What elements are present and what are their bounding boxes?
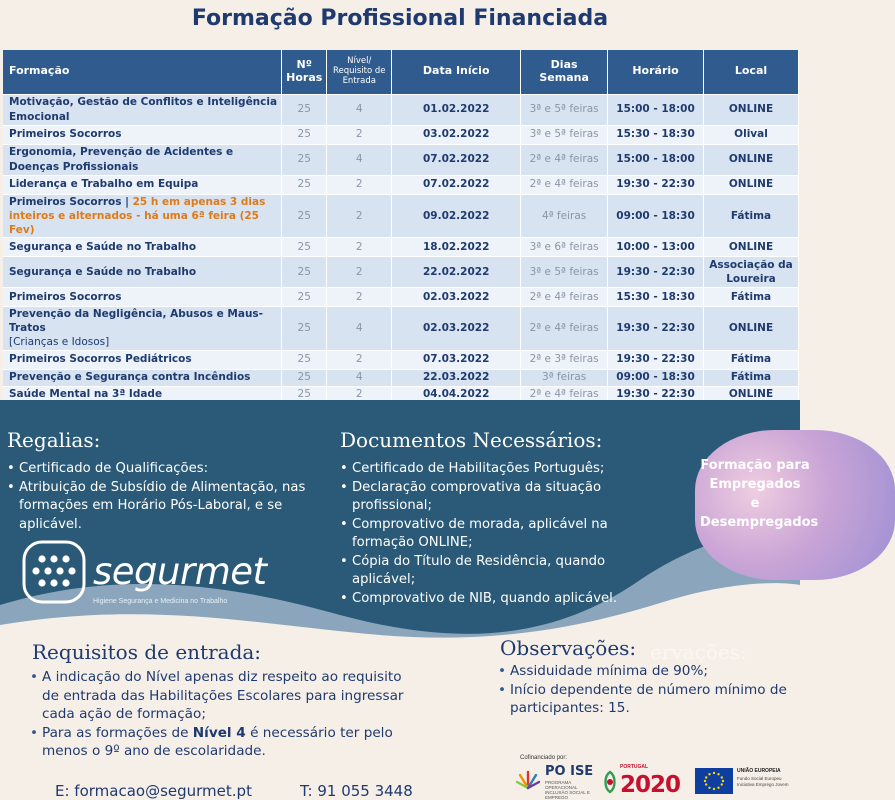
cell-formacao: Saúde Mental na 3ª Idade xyxy=(3,386,282,403)
header-data-inicio: Data Início xyxy=(392,50,521,94)
list-item: • A indicação do Nível apenas diz respeito ao requisito de entrada das Habilitações Escolares para ingressar cada ação de formação; xyxy=(30,668,420,724)
cell-nivel: 2 xyxy=(327,257,392,288)
cell-nivel: 2 xyxy=(327,238,392,257)
table-row xyxy=(3,369,799,386)
cell-dias: 3ª e 5ª feiras xyxy=(521,257,608,288)
list-item: • Atribuição de Subsídio de Alimentação, nas formações em Horário Pós-Laboral, e se aplicável. xyxy=(7,479,307,535)
eu-subtitle: Fundo Social Europeu Iniciativa Emprego Jovem xyxy=(737,776,789,787)
cell-horario: 15:00 - 18:00 xyxy=(608,144,704,175)
segurmet-tagline: Higiene Segurança e Medicina no Trabalho xyxy=(93,598,228,605)
cell-local: Fátima xyxy=(704,369,799,386)
table-row xyxy=(3,125,799,144)
cell-dias: 3ª e 6ª feiras xyxy=(521,238,608,257)
table-row xyxy=(3,194,799,238)
list-item: • Certificado de Habilitações Português; xyxy=(340,460,630,479)
cell-local: Associação da Loureira xyxy=(704,257,799,288)
requisitos-heading: Requisitos de entrada: xyxy=(32,640,262,664)
header-local: Local xyxy=(704,50,799,94)
portugal-label: PORTUGAL xyxy=(620,764,649,770)
cell-local: Fátima xyxy=(704,288,799,307)
table-row xyxy=(3,307,799,351)
header-formacao: Formação xyxy=(3,50,282,94)
cell-local: Olival xyxy=(704,125,799,144)
poise-title: PO ISE xyxy=(545,764,594,779)
cell-horario: 19:30 - 22:30 xyxy=(608,307,704,351)
cell-horas: 25 xyxy=(282,144,327,175)
table-row xyxy=(3,350,799,369)
cell-nivel: 2 xyxy=(327,386,392,403)
cell-local: ONLINE xyxy=(704,144,799,175)
target-audience-text: Formação para Empregados e Desempregados xyxy=(700,458,819,530)
cell-local: ONLINE xyxy=(704,307,799,351)
info-panel xyxy=(0,400,819,800)
cofinanciado-label: Cofinanciado por: xyxy=(520,755,568,761)
segurmet-logo-icon xyxy=(22,540,86,604)
cell-local: ONLINE xyxy=(704,238,799,257)
cell-note: 25 h em apenas 3 dias inteiros e alternados - há uma 6ª feira (25 Fev) xyxy=(9,195,266,236)
cell-horas: 25 xyxy=(282,125,327,144)
cell-horario: 19:30 - 22:30 xyxy=(608,175,704,194)
cell-horas: 25 xyxy=(282,307,327,351)
list-item: • Certificado de Qualificações: xyxy=(7,460,307,479)
list-item: • Assiduidade mínima de 90%; xyxy=(498,662,798,681)
cell-horario: 15:30 - 18:30 xyxy=(608,125,704,144)
cell-data: 09.02.2022 xyxy=(392,194,521,238)
observacoes-heading: Observações: xyxy=(500,636,637,660)
cell-horas: 25 xyxy=(282,350,327,369)
list-item: • Início dependente de número mínimo de participantes: 15. xyxy=(498,681,798,718)
contact-email[interactable]: E: formacao@segurmet.pt xyxy=(55,782,252,800)
cell-dias: 2ª e 4ª feiras xyxy=(521,175,608,194)
cell-data: 01.02.2022 xyxy=(392,94,521,125)
cell-data: 02.03.2022 xyxy=(392,307,521,351)
cell-formacao: Motivação, Gestão de Conflitos e Inteligência Emocional xyxy=(3,94,282,125)
poise-logo-icon xyxy=(515,766,541,790)
cell-data: 07.02.2022 xyxy=(392,175,521,194)
cell-nivel: 4 xyxy=(327,144,392,175)
header-nivel: Nível/ Requisito de Entrada xyxy=(327,50,392,94)
cell-formacao: Liderança e Trabalho em Equipa xyxy=(3,175,282,194)
table-row xyxy=(3,238,799,257)
cell-horario: 09:00 - 18:30 xyxy=(608,194,704,238)
header-horas: Nº Horas xyxy=(282,50,327,94)
portugal-year: 2020 xyxy=(620,772,681,798)
cell-horario: 19:30 - 22:30 xyxy=(608,386,704,403)
cell-data: 02.03.2022 xyxy=(392,288,521,307)
funding-logos xyxy=(515,764,800,800)
cell-subtitle: [Crianças e Idosos] xyxy=(9,336,110,349)
header-horario: Horário xyxy=(608,50,704,94)
table-header-row xyxy=(3,50,799,94)
requisitos-list xyxy=(30,668,420,761)
cell-horario: 15:30 - 18:30 xyxy=(608,288,704,307)
list-item: • Para as formações de Nível 4 é necessário ter pelo menos o 9º ano de escolaridade. xyxy=(30,724,420,761)
cell-dias: 2ª e 4ª feiras xyxy=(521,386,608,403)
observacoes-list xyxy=(498,662,798,718)
cell-dias: 3ª e 5ª feiras xyxy=(521,125,608,144)
cell-nivel: 4 xyxy=(327,94,392,125)
cell-formacao: Prevenção da Negligência, Abusos e Maus-Tratos [Crianças e Idosos] xyxy=(3,307,282,351)
cell-formacao: Primeiros Socorros xyxy=(3,125,282,144)
cell-horas: 25 xyxy=(282,369,327,386)
cell-nivel: 2 xyxy=(327,175,392,194)
cell-dias: 2ª e 4ª feiras xyxy=(521,288,608,307)
cell-horas: 25 xyxy=(282,288,327,307)
contact-phone[interactable]: T: 91 055 3448 xyxy=(300,782,413,800)
cell-dias: 3ª e 5ª feiras xyxy=(521,94,608,125)
cell-dias: 2ª e 3ª feiras xyxy=(521,350,608,369)
cell-formacao: Primeiros Socorros | 25 h em apenas 3 dias inteiros e alternados - há uma 6ª feira (25 Fev) xyxy=(3,194,282,238)
table-body xyxy=(3,94,799,420)
cell-data: 22.02.2022 xyxy=(392,257,521,288)
poise-subtitle: PROGRAMA OPERACIONAL INCLUSÃO SOCIAL E EMPREGO xyxy=(545,780,590,800)
list-item: • Cópia do Título de Residência, quando aplicável; xyxy=(340,553,630,590)
cell-nivel: 2 xyxy=(327,125,392,144)
cell-formacao: Ergonomia, Prevenção de Acidentes e Doenças Profissionais xyxy=(3,144,282,175)
cell-dias: 4ª feiras xyxy=(521,194,608,238)
cell-data: 22.03.2022 xyxy=(392,369,521,386)
cell-local: ONLINE xyxy=(704,175,799,194)
cell-data: 03.02.2022 xyxy=(392,125,521,144)
table-row xyxy=(3,175,799,194)
cell-horas: 25 xyxy=(282,94,327,125)
list-item: • Comprovativo de morada, aplicável na formação ONLINE; xyxy=(340,516,630,553)
page-title: Formação Profissional Financiada xyxy=(191,6,609,31)
cell-formacao: Primeiros Socorros xyxy=(3,288,282,307)
cell-formacao: Segurança e Saúde no Trabalho xyxy=(3,238,282,257)
documentos-list xyxy=(340,460,630,608)
list-item: • Comprovativo de NIB, quando aplicável. xyxy=(340,590,630,609)
regalias-heading: Regalias: xyxy=(7,428,101,452)
cell-nivel: 2 xyxy=(327,350,392,369)
cell-horas: 25 xyxy=(282,238,327,257)
cell-nivel: 4 xyxy=(327,307,392,351)
cell-horario: 19:30 - 22:30 xyxy=(608,350,704,369)
segurmet-logo-text: segurmet xyxy=(93,550,267,593)
cell-data: 07.02.2022 xyxy=(392,144,521,175)
cell-horas: 25 xyxy=(282,386,327,403)
observacoes-ghost-heading: ervações: xyxy=(650,640,747,664)
list-item: • Declaração comprovativa da situação profissional; xyxy=(340,479,630,516)
cell-nivel: 2 xyxy=(327,194,392,238)
cell-formacao: Segurança e Saúde no Trabalho xyxy=(3,257,282,288)
cell-horario: 19:30 - 22:30 xyxy=(608,257,704,288)
cell-data: 04.04.2022 xyxy=(392,386,521,403)
cell-nivel: 4 xyxy=(327,369,392,386)
cell-horas: 25 xyxy=(282,257,327,288)
table-row xyxy=(3,257,799,288)
cell-local: Fátima xyxy=(704,194,799,238)
portugal2020-logo-icon xyxy=(601,770,619,794)
cell-local: ONLINE xyxy=(704,386,799,403)
schedule-table xyxy=(3,50,799,420)
cell-local: Fátima xyxy=(704,350,799,369)
cell-horas: 25 xyxy=(282,175,327,194)
cell-nivel: 2 xyxy=(327,288,392,307)
cell-horario: 09:00 - 18:30 xyxy=(608,369,704,386)
eu-flag-icon xyxy=(695,768,733,794)
cell-formacao: Prevenção e Segurança contra Incêndios xyxy=(3,369,282,386)
cell-dias: 3ª feiras xyxy=(521,369,608,386)
header-dias-semana: Dias Semana xyxy=(521,50,608,94)
cell-horario: 15:00 - 18:00 xyxy=(608,94,704,125)
cell-data: 07.03.2022 xyxy=(392,350,521,369)
table-row xyxy=(3,94,799,125)
cell-dias: 2ª e 4ª feiras xyxy=(521,144,608,175)
cell-formacao: Primeiros Socorros Pediátricos xyxy=(3,350,282,369)
documentos-heading: Documentos Necessários: xyxy=(340,428,603,452)
eu-title: UNIÃO EUROPEIA xyxy=(737,768,781,774)
cell-local: ONLINE xyxy=(704,94,799,125)
table-row xyxy=(3,288,799,307)
cell-data: 18.02.2022 xyxy=(392,238,521,257)
table-row xyxy=(3,144,799,175)
cell-horas: 25 xyxy=(282,194,327,238)
cell-horario: 10:00 - 13:00 xyxy=(608,238,704,257)
cell-dias: 2ª e 4ª feiras xyxy=(521,307,608,351)
regalias-list xyxy=(7,460,307,534)
